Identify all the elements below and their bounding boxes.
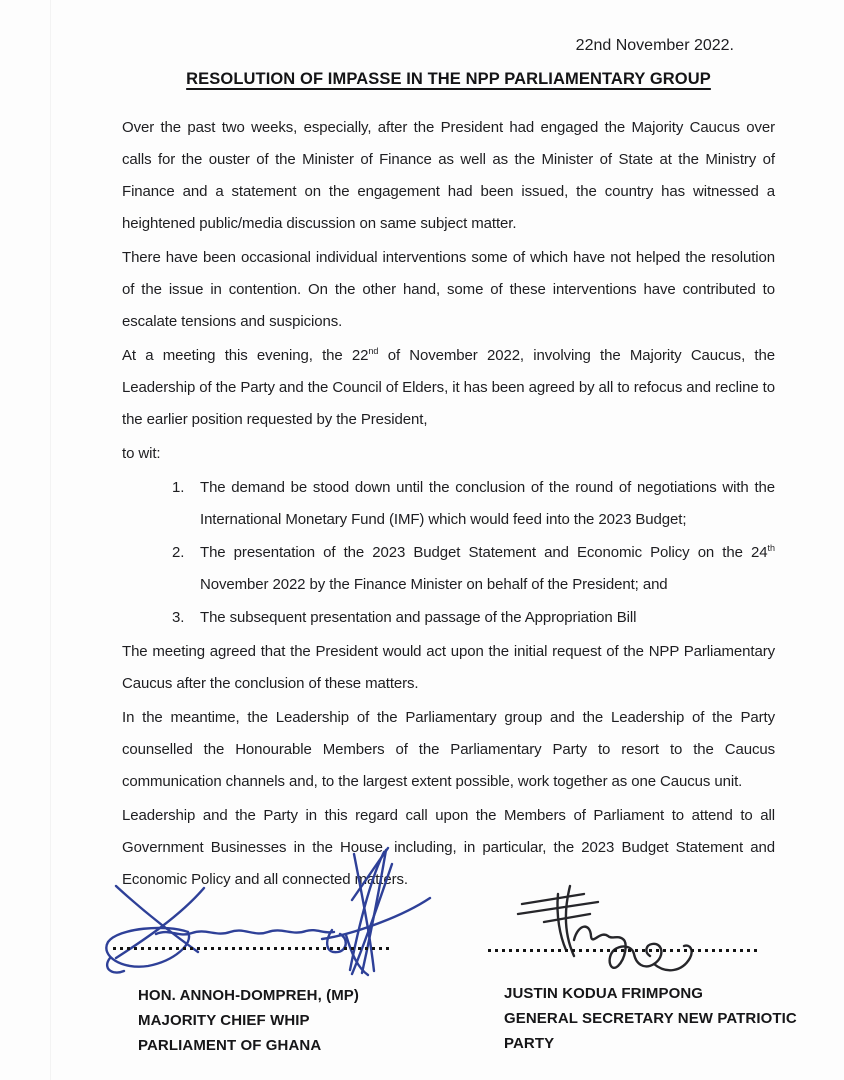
list-item-number: 3. (172, 609, 185, 626)
ordinal-superscript: nd (368, 346, 379, 356)
paragraph-3-text-cont: of November 2022, involving the Majority Caucus, the Leadership of the Party and the Council of Elders, it has been agreed by all to refocus and recline to the earlier position requested by the President, (122, 347, 775, 428)
signatory-role: GENERAL SECRETARY NEW PATRIOTIC (504, 1010, 797, 1027)
paragraph-5: In the meantime, the Leadership of the Parliamentary group and the Leadership of the Party counselled the Honourable Members of the Parliamentary Party to resort to the Caucus communication channels and, to the largest extent possible, work together as one Caucus unit. (122, 709, 775, 790)
document-date: 22nd November 2022. (575, 37, 734, 54)
paragraph-1: Over the past two weeks, especially, after the President had engaged the Majority Caucus over calls for the ouster of the Minister of Finance as well as the Minister of State at the Ministry of Finance and a statement on the engagement had been issued, the country has witnessed a heightened public/media discussion on same subject matter. (122, 119, 775, 232)
signatory-block-left (138, 983, 359, 1058)
signatory-org: PARLIAMENT OF GHANA (138, 1037, 322, 1054)
signatory-block-right (504, 981, 797, 1056)
signatory-role: MAJORITY CHIEF WHIP (138, 1012, 310, 1029)
list-item-text (200, 537, 775, 601)
signatory-name: JUSTIN KODUA FRIMPONG (504, 985, 704, 1002)
scan-artifact-line (50, 0, 51, 1080)
list-item-text: The subsequent presentation and passage of the Appropriation Bill (200, 609, 637, 626)
list-item-number: 1. (172, 479, 185, 496)
list-item-1 (172, 472, 775, 536)
resolution-list (122, 472, 775, 634)
paragraph-2: There have been occasional individual interventions some of which have not helped the resolution of the issue in contention. On the other hand, some of these interventions have contributed to escalate tensions and suspicions. (122, 249, 775, 330)
list-item-2-text-cont: November 2022 by the Finance Minister on behalf of the President; and (200, 576, 668, 593)
paragraph-3-text: At a meeting this evening, the 22 (122, 347, 369, 364)
list-item-2 (172, 537, 775, 601)
document-body (122, 112, 775, 896)
list-item-3 (172, 602, 775, 634)
to-wit-line: to wit: (122, 445, 161, 462)
signature-dotted-line-right (488, 949, 758, 952)
paragraph-6: Leadership and the Party in this regard call upon the Members of Parliament to attend to all Government Businesses in the House, including, in particular, the 2023 Budget Statement and Economic Policy and all connected matters. (122, 807, 775, 888)
ordinal-superscript: th (767, 543, 775, 553)
signature-dotted-line-left (113, 947, 390, 950)
document-title: RESOLUTION OF IMPASSE IN THE NPP PARLIAMENTARY GROUP (186, 70, 711, 88)
list-item-number: 2. (172, 544, 185, 561)
signatory-name: HON. ANNOH-DOMPREH, (MP) (138, 987, 359, 1004)
paragraph-3 (122, 340, 775, 436)
signatory-org: PARTY (504, 1035, 555, 1052)
signature-ink-frimpong (486, 882, 726, 982)
list-item-2-text: The presentation of the 2023 Budget Statement and Economic Policy on the 24 (200, 544, 768, 561)
paragraph-4: The meeting agreed that the President would act upon the initial request of the NPP Parliamentary Caucus after the conclusion of these matters. (122, 643, 775, 692)
list-item-text: The demand be stood down until the conclusion of the round of negotiations with the International Monetary Fund (IMF) which would feed into the 2023 Budget; (200, 479, 775, 528)
